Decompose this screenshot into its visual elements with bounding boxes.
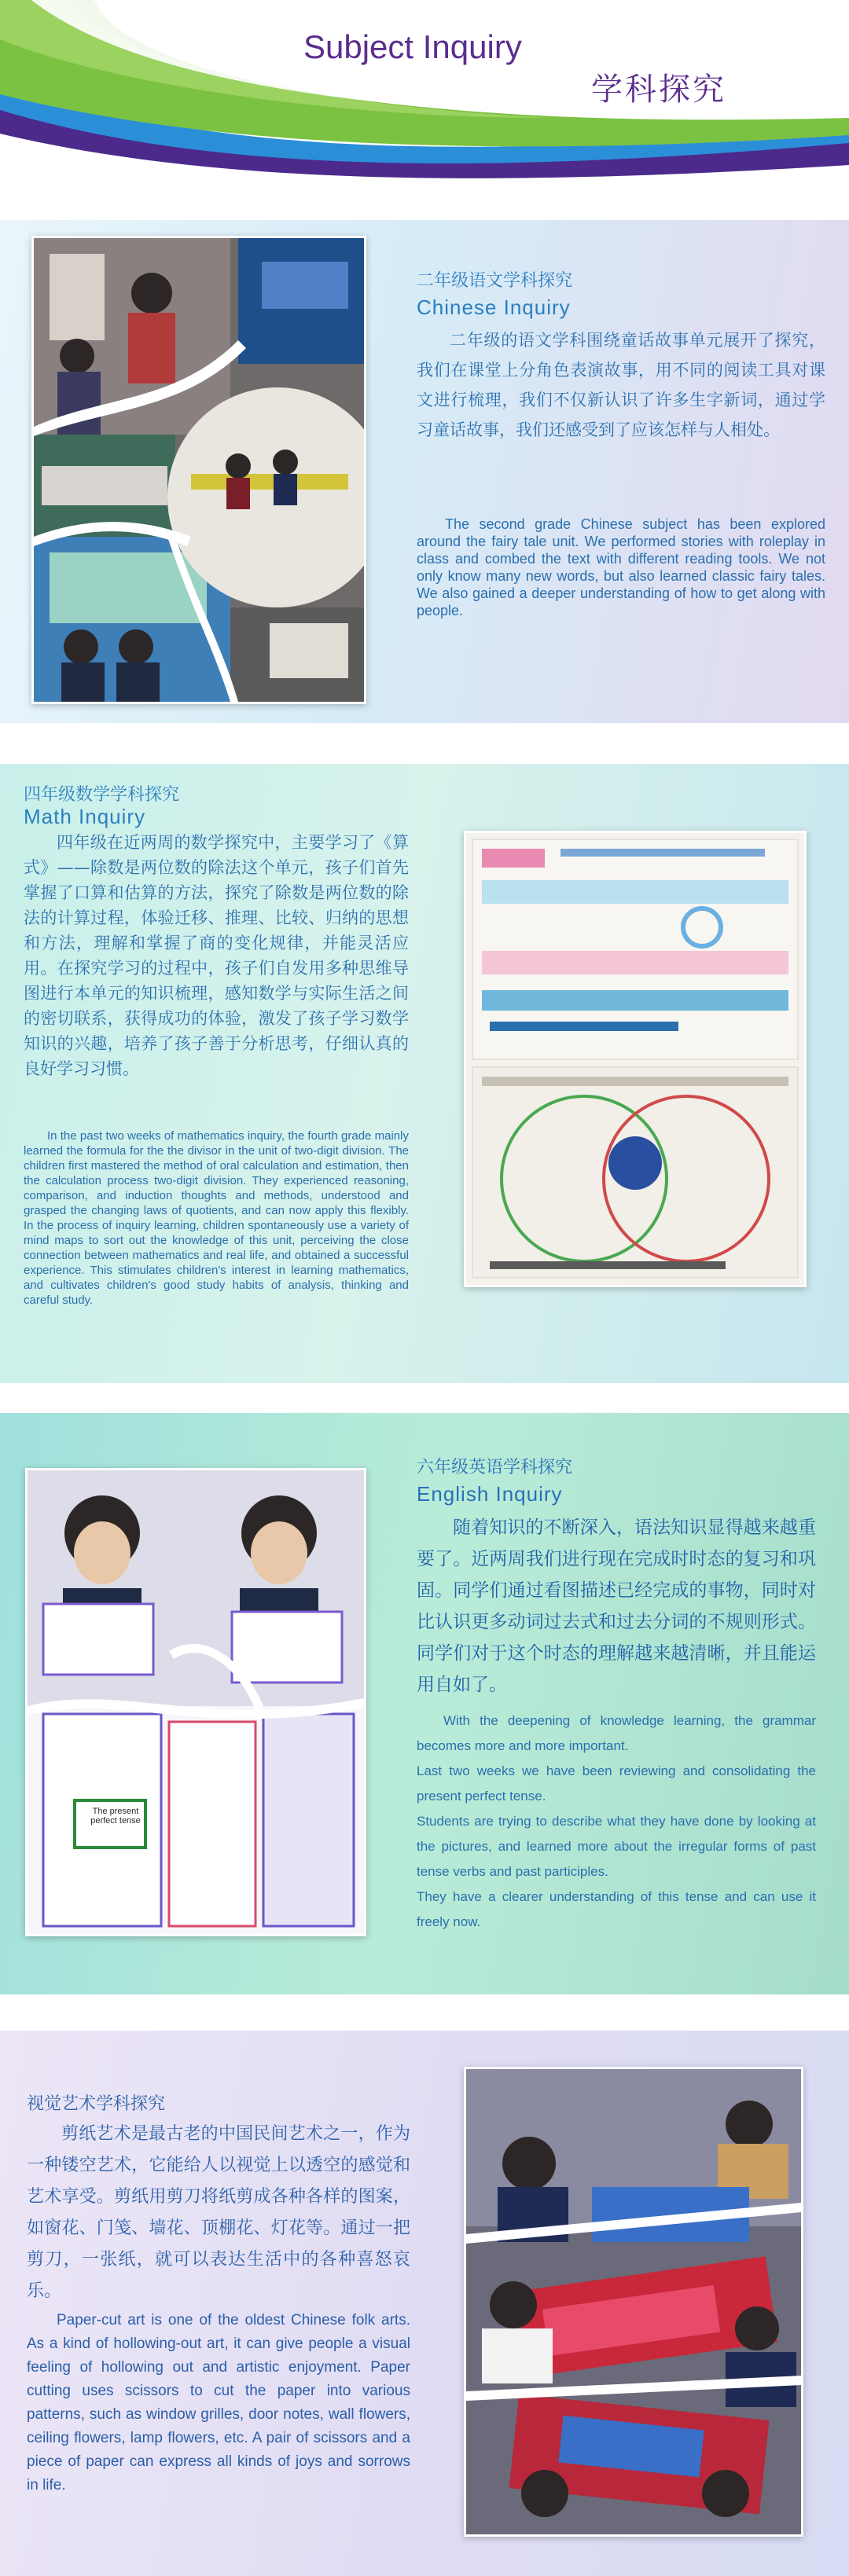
page-header [0,0,849,196]
english-body-en-line-4: They have a clearer understanding of this tense and can use it freely now. [417,1889,816,1929]
english-body-en-line-3: Students are trying to describe what they have done by looking at the pictures, and learned more about the irregular forms of past tense verbs and past participles. [417,1814,816,1879]
visual-arts-body-en: Paper-cut art is one of the oldest Chinese folk arts. As a kind of hollowing-out art, it can give people a visual feeling of hollowing out and artistic enjoyment. Paper cutting uses scissors to cut the paper into various patterns, such as window grilles, door notes, wall flowers, ceiling flowers, lamp flowers, etc. A pair of scissors and a piece of paper can express all kinds of joys and sorrows in life. [27,2312,410,2493]
english-inquiry-section [0,1413,849,1994]
english-body-en [417,1708,816,1935]
chinese-heading-cn: 二年级语文学科探究 [417,271,573,291]
visual-arts-body-cn: 剪纸艺术是最古老的中国民间艺术之一，作为一种镂空艺术，它能给人以视觉上以透空的感觉和艺术享受。剪纸用剪刀将纸剪成各种各样的图案，如窗花、门笺、墙花、顶棚花、灯花等。通过一把剪刀，一张纸，就可以表达生活中的各种喜怒哀乐。 [27,2124,410,2301]
chinese-heading-en: Chinese Inquiry [417,295,571,319]
english-body-cn: 随着知识的不断深入，语法知识显得越来越重要了。近两周我们进行现在完成时时态的复习和巩固。同学们通过看图描述已经完成的事物，同时对比认识更多动词过去式和过去分词的不规则形式。同学们对于这个时态的理解越来越清晰，并且能运用自如了。 [417,1517,816,1695]
english-class-photo-collage [25,1468,366,1936]
math-body-en: In the past two weeks of mathematics inquiry, the fourth grade mainly learned the formula for the the divisor in the unit of two-digit division. The children first mastered the method of oral calculation and estimation, then the calculation process two-digit division. They experienced reasoning, comparison, and induction thoughts and methods, understood and grasped the changing laws of quotients, and can now apply this flexibly. In the process of inquiry learning, children spontaneously use a variety of mind maps to sort out the knowledge of this unit, perceiving the close connection between mathematics and real life, and obtained a successful experience. This stimulates children's interest in learning mathematics, and cultivates children's good study habits of analysis, thinking and careful study. [24,1129,409,1307]
chinese-body-en: The second grade Chinese subject has been explored around the fairy tale unit. We performed stories with roleplay in class and combed the text with different reading tools. We not only know many new words, but also learned classic fairy tales. We also gained a deeper understanding of how to get along with people. [417,516,825,618]
math-heading-en: Math Inquiry [24,805,146,828]
math-mind-map-photo [464,831,807,1287]
math-heading-cn: 四年级数学学科探究 [24,785,180,805]
chinese-class-photo-collage [31,236,366,704]
chinese-body-cn: 二年级的语文学科围绕童话故事单元展开了探究，我们在课堂上分角色表演故事，用不同的阅读工具对课文进行梳理，我们不仅新认识了许多生字新词，通过学习童话故事，我们还感受到了应该怎样与人相处。 [417,331,825,439]
poster-label: The present perfect tense [90,1807,141,1826]
english-body-en-line-1: With the deepening of knowledge learning, the grammar becomes more and more important. [417,1713,816,1753]
math-inquiry-section [0,764,849,1383]
english-body-en-line-2: Last two weeks we have been reviewing and consolidating the present perfect tense. [417,1763,816,1804]
english-heading-cn: 六年级英语学科探究 [417,1458,573,1477]
math-body-cn: 四年级在近两周的数学探究中，主要学习了《算式》——除数是两位数的除法这个单元，孩子们首先掌握了口算和估算的方法，探究了除数是两位数的除法的计算过程，体验迁移、推理、比较、归纳的思想和方法，理解和掌握了商的变化规律，并能灵活应用。在探究学习的过程中，孩子们自发用多种思维导图进行本单元的知识梳理，感知数学与实际生活之间的密切联系，获得成功的体验，激发了孩子学习数学知识的兴趣，培养了孩子善于分析思考，仔细认真的良好学习习惯。 [24,833,409,1078]
visual-arts-heading-cn: 视觉艺术学科探究 [27,2094,166,2114]
page-title-english: Subject Inquiry [303,28,522,65]
page-title-chinese: 学科探究 [591,72,726,108]
chinese-inquiry-section [0,220,849,723]
visual-arts-inquiry-section [0,2031,849,2576]
paper-cut-class-photo [464,2067,803,2537]
english-heading-en: English Inquiry [417,1482,563,1506]
